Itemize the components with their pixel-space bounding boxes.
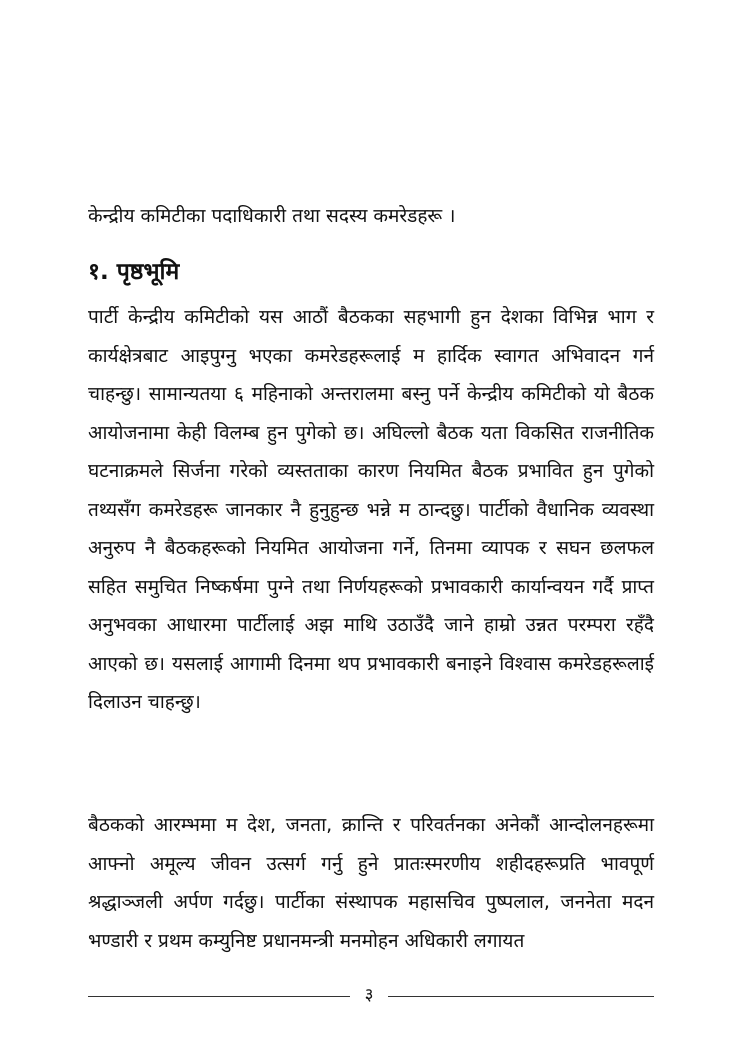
- document-page: [88, 0, 654, 1048]
- page-footer: [88, 980, 654, 1010]
- body-paragraph: बैठकको आरम्भमा म देश, जनता, क्रान्ति र परिवर्तनका अनेकौं आन्दोलनहरूमा आफ्नो अमूल्य जीवन उत्सर्ग गर्नु हुने प्रातःस्मरणीय शहीदहरूप्रति भावपूर्ण श्रद्धाञ्जली अर्पण गर्दछु। पार्टीका संस्थापक महासचिव पुष्पलाल, जननेता मदन भण्डारी र प्रथम कम्युनिष्ट प्रधानमन्त्री मनमोहन अधिकारी लगायत: [88, 814, 654, 952]
- footer-rule-right: [388, 996, 654, 997]
- footer-rule-left: [88, 996, 350, 997]
- body-paragraph: पार्टी केन्द्रीय कमिटीको यस आठौं बैठकका सहभागी हुन देशका विभिन्न भाग र कार्यक्षेत्रबाट आइपुग्नु भएका कमरेडहरूलाई म हार्दिक स्वागत अभिवादन गर्न चाहन्छु। सामान्यतया ६ महिनाको अन्तरालमा बस्नु पर्ने केन्द्रीय कमिटीको यो बैठक आयोजनामा केही विलम्ब हुन पुगेको छ। अघिल्लो बैठक यता विकसित राजनीतिक घटनाक्रमले सिर्जना गरेको व्यस्तताका कारण नियमित बैठक प्रभावित हुन पुगेको तथ्यसँग कमरेडहरू जानकार नै हुनुहुन्छ भन्ने म ठान्दछु। पार्टीको वैधानिक व्यवस्था अनुरुप नै बैठकहरूको नियमित आयोजना गर्ने, तिनमा व्यापक र सघन छलफल सहित समुचित निष्कर्षमा पुग्ने तथा निर्णयहरूको प्रभावकारी कार्यान्वयन गर्दै प्राप्त अनुभवका आधारमा पार्टीलाई अझ माथि उठाउँदै जाने हाम्रो उन्नत परम्परा रहँदै आएको छ। यसलाई आगामी दिनमा थप प्रभावकारी बनाइने विश्वास कमरेडहरूलाई दिलाउन चाहन्छु।: [88, 306, 654, 713]
- page-number: ३: [364, 985, 374, 1005]
- section-heading: १. पृष्ठभूमि: [88, 259, 180, 285]
- salutation-line: केन्द्रीय कमिटीका पदाधिकारी तथा सदस्य कमरेडहरू ।: [88, 205, 456, 227]
